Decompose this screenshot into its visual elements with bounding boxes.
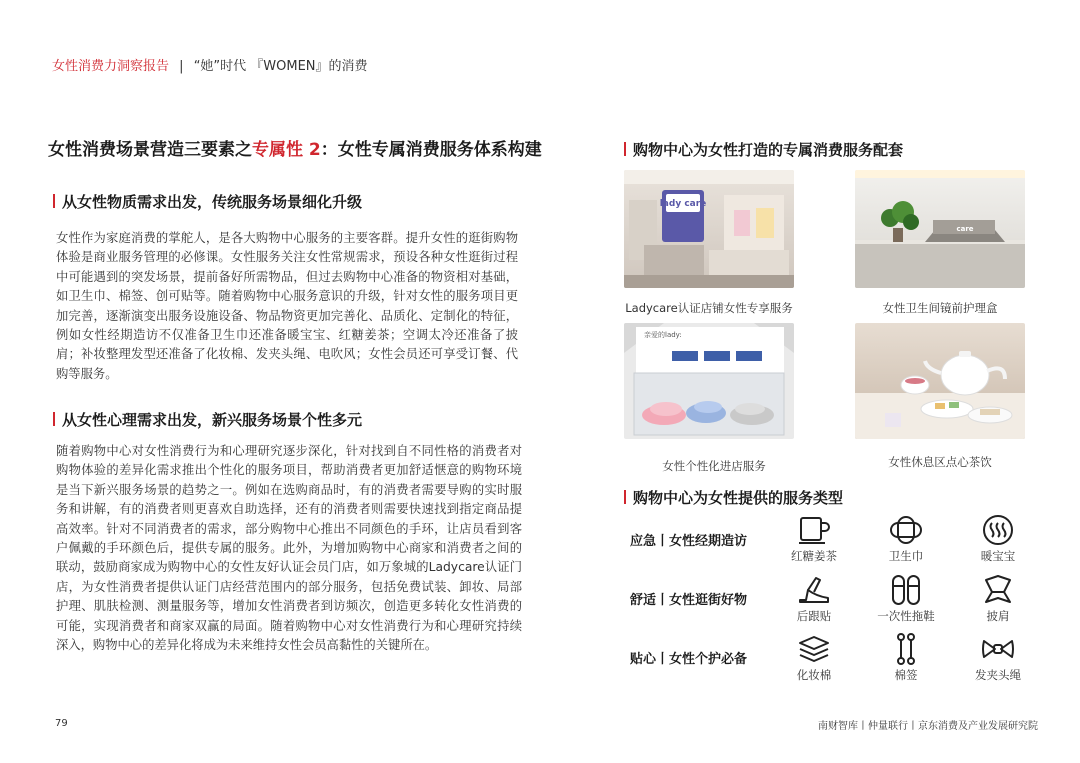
care-box-sign-text: care: [956, 225, 974, 233]
section2-title-text: 从女性心理需求出发，新兴服务场景个性多元: [62, 411, 363, 429]
cotton-pads-label: 化妆棉: [796, 668, 832, 682]
sanitary-pad-label: 卫生巾: [888, 549, 924, 563]
ladycare-store-photo: [624, 170, 794, 288]
cotton-swab-icon: [888, 633, 924, 665]
tea-rest-area-caption: 女性休息区点心茶饮: [888, 455, 992, 469]
page-number: 79: [55, 718, 68, 729]
slippers-icon: [888, 574, 924, 606]
right-section2-title: [624, 487, 843, 508]
section1-title: [53, 191, 362, 212]
sanitary-pad-icon: [888, 514, 924, 546]
report-name: 女性消费力洞察报告: [52, 59, 170, 74]
hair-clip-label: 发夹头绳: [975, 668, 1021, 682]
service-row-emergency-label: 应急丨女性经期造访: [630, 534, 748, 549]
service-item: [963, 514, 1033, 564]
service-row-care-label: 贴心丨女性个护必备: [630, 652, 748, 667]
tea-cup-icon: [796, 514, 832, 546]
section2-body: 随着购物中心对女性消费行为和心理研究逐步深化，针对找到自不同性格的消费者对购物体验的差异化需求推出个性化的服务项目，帮助消费者更加舒适惬意的购物环境是当下新兴服务场景的趋势之一。例如在选购商品时，有的消费者需要导购的实时服务和讲解，有的消费者则更喜欢自助选择，还有的消费者则需要快速找到指定商品提高效率。针对不同消费者的需求，部分购物中心推出不同颜色的手环，让店员看到客户佩戴的手环颜色后，提供专属的服务。此外，为增加购物中心商家和消费者之间的联动，鼓励商家成为购物中心的女性友好认证会员门店，如万象城的Ladycare认证门店，为女性消费者提供认证门店经营范围内的部分服务，包括免费试装、卸妆、局部护理、肌肤检测、测量服务等，增加女性消费者到访频次，创造更多转化女性消费的可能，实现消费者和商家双赢的局面。随着购物中心对女性消费行为和心理研究持续深入，购物中心的差异化将成为未来维持女性会员高黏性的关键所在。: [56, 444, 522, 653]
service-item: [779, 633, 849, 683]
right-section1-title-text: 购物中心为女性打造的专属消费服务配套: [633, 141, 904, 159]
cotton-swab-label: 棉签: [894, 668, 918, 682]
wristband-service-caption: 女性个性化进店服务: [662, 459, 766, 473]
shawl-label: 披肩: [986, 609, 1010, 623]
shawl-icon: [980, 574, 1016, 606]
page-title-suffix: ：女性专属消费服务体系构建: [320, 140, 542, 160]
section1-title-text: 从女性物质需求出发，传统服务场景细化升级: [62, 193, 363, 211]
section1-body: 女性作为家庭消费的掌舵人，是各大购物中心服务的主要客群。提升女性的逛街购物体验是商业服务管理的必修课。女性服务关注女性常规需求，预设各种女性逛街过程中可能遇到的突发场景，提前备好所需物品，但过去购物中心准备的物资相对基础，如卫生巾、棉签、创可贴等。随着购物中心服务意识的升级，针对女性的服务项目更加完善，逐渐演变出服务设施设备、物品物资更加完善化、品质化、定制化的特征，例如女性经期造访不仅准备卫生巾还准备暖宝宝、红糖姜茶；空调太冷还准备了披肩；补妆整理发型还准备了化妆棉、发夹头绳、电吹风；女性会员还可享受订餐、代购等服务。: [56, 231, 518, 381]
heat-pack-label: 暖宝宝: [980, 549, 1016, 563]
report-theme: “她”时代 『WOMEN』的消费: [193, 59, 368, 74]
heat-pack-icon: [980, 514, 1016, 546]
footer-credits: 南财智库丨仲量联行丨京东消费及产业发展研究院: [818, 721, 1038, 732]
section2-title: [53, 409, 362, 430]
service-item: [871, 514, 941, 564]
section-marker: [624, 142, 626, 156]
section-marker: [53, 412, 55, 426]
service-row-comfort-label: 舒适丨女性逛街好物: [630, 593, 748, 608]
right-section1-title: [624, 139, 903, 160]
restroom-care-box-caption: 女性卫生间镜前护理盒: [882, 301, 998, 315]
section-marker: [53, 194, 55, 208]
ladycare-store-caption: Ladycare认证店铺女性专享服务: [625, 301, 793, 315]
cotton-pads-icon: [796, 633, 832, 665]
hair-clip-icon: [980, 633, 1016, 665]
page-title-prefix: 女性消费场景营造三要素之: [48, 140, 252, 160]
restroom-care-box-photo: [855, 170, 1025, 288]
right-section2-title-text: 购物中心为女性提供的服务类型: [633, 489, 844, 507]
page-title: [48, 135, 542, 160]
page-title-highlight: 专属性 2: [252, 140, 321, 160]
service-item: [963, 633, 1033, 683]
wristband-sign-text: 亲爱的lady:: [644, 331, 682, 339]
ladycare-sign-text: lady care: [659, 199, 707, 209]
report-header: [52, 55, 368, 74]
section-marker: [624, 490, 626, 504]
header-separator: |: [179, 59, 184, 74]
slippers-label: 一次性拖鞋: [877, 609, 935, 623]
tea-rest-area-photo: [855, 323, 1025, 439]
tea-cup-label: 红糖姜茶: [791, 549, 837, 563]
high-heel-label: 后跟贴: [796, 609, 832, 623]
service-item: [963, 574, 1033, 624]
service-item: [871, 633, 941, 683]
service-item: [779, 514, 849, 564]
high-heel-icon: [796, 574, 832, 606]
service-item: [871, 574, 941, 624]
wristband-service-photo: [624, 323, 794, 439]
service-item: [779, 574, 849, 624]
